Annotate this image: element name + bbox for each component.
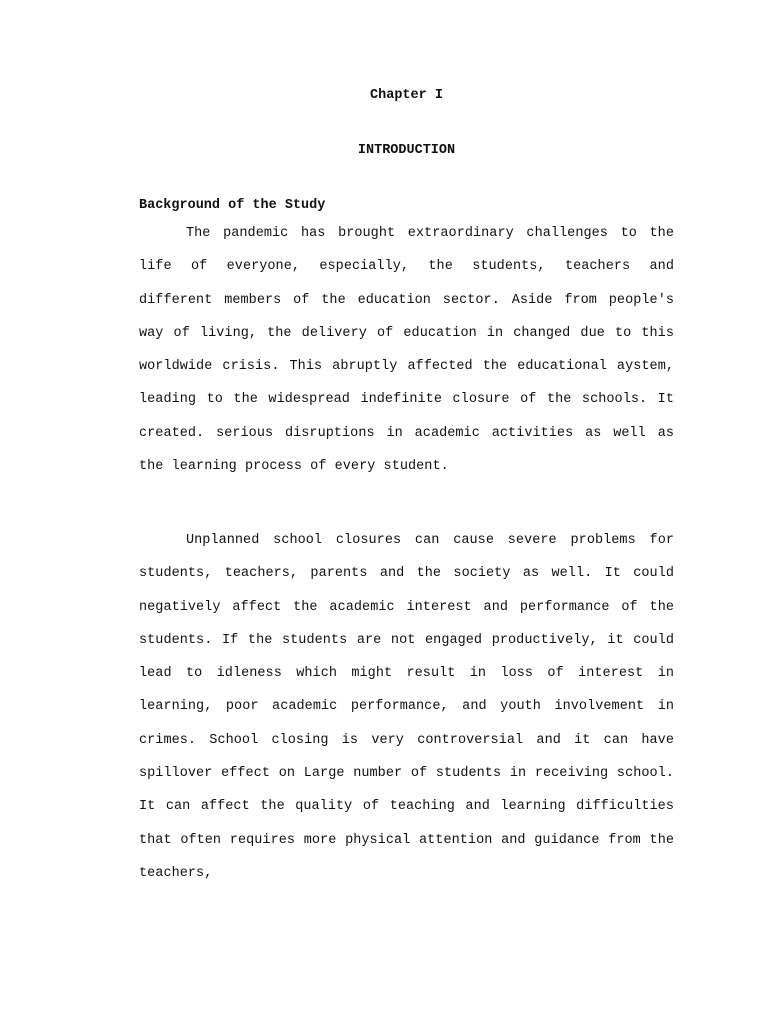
- paragraph: The pandemic has brought extraordinary challenges to the life of everyone, especially, the students, teachers and different members of the education sector. Aside from people's way of living, the delivery of education in changed due to this worldwide crisis. This abruptly affected the educational aystem, leading to the widespread indefinite closure of the schools. It created. serious disruptions in academic activities as well as the learning process of every student.: [139, 226, 674, 475]
- chapter-heading: INTRODUCTION: [357, 143, 456, 158]
- chapter-title: Chapter I: [370, 88, 443, 103]
- paragraph: Unplanned school closures can cause severe problems for students, teachers, parents and the society as well. It could negatively affect the academic interest and performance of the students. If the students are not engaged productively, it could lead to idleness which might result in loss of interest in learning, poor academic performance, and youth involvement in crimes. School closing is very controversial and it can have spillover effect on Large number of students in receiving school. It can affect the quality of teaching and learning difficulties that often requires more physical attention and guidance from the teachers,: [139, 533, 674, 881]
- section-heading: Background of the Study: [139, 198, 326, 213]
